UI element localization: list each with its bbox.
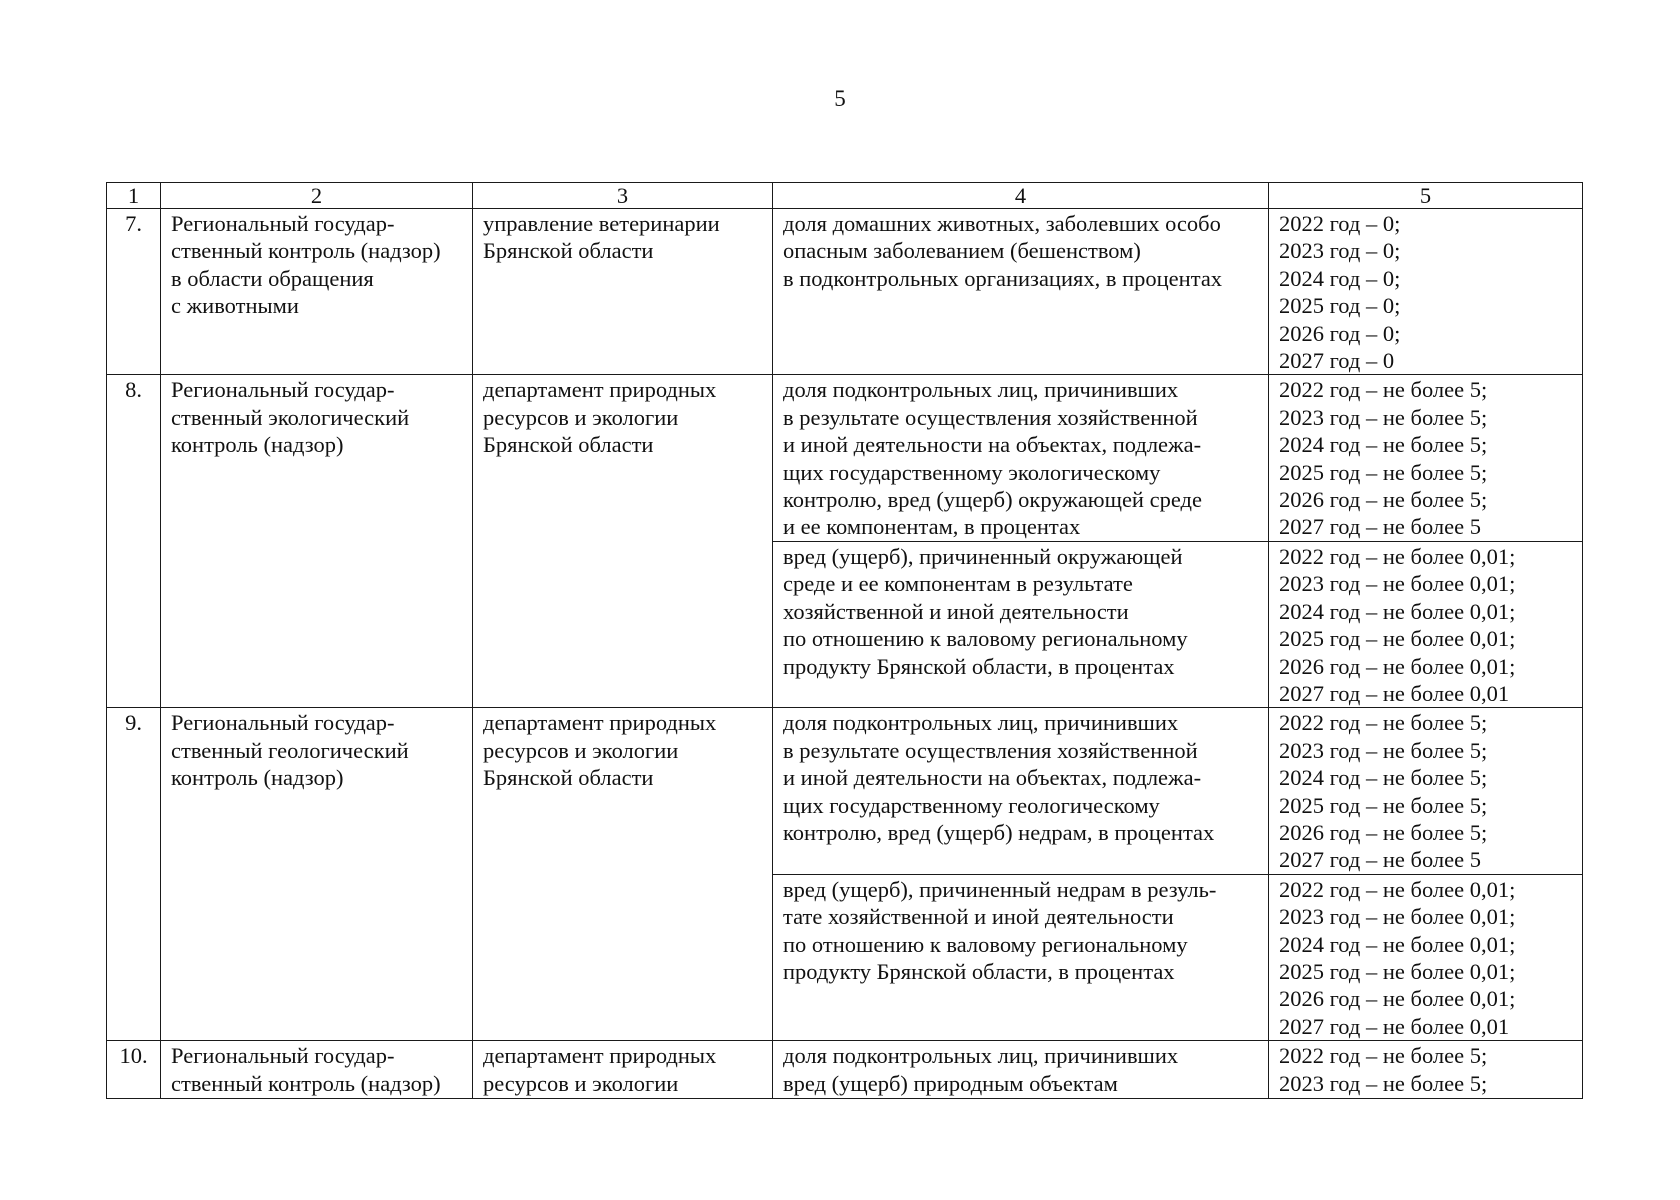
control-type: Региональный государ- ственный геологический контроль (надзор)	[161, 708, 473, 1041]
table-row	[107, 708, 1583, 874]
indicator-values: 2022 год – не более 5; 2023 год – не более 5; 2024 год – не более 5; 2025 год – не более 5; 2026 год – не более 5; 2027 год – не более 5	[1269, 708, 1583, 874]
indicator-values: 2022 год – не более 0,01; 2023 год – не более 0,01; 2024 год – не более 0,01; 2025 год – не более 0,01; 2026 год – не более 0,01; 2027 год – не более 0,01	[1269, 541, 1583, 707]
responsible-body: департамент природных ресурсов и экологии Брянской области	[473, 708, 773, 1041]
indicator-text: доля подконтрольных лиц, причинивших в результате осуществления хозяйственной и иной деятельности на объектах, подлежа- щих государственному геологическому контролю, вред (ущерб) недрам, в процентах	[773, 708, 1269, 874]
row-number: 10.	[107, 1041, 161, 1099]
row-number: 7.	[107, 209, 161, 375]
table-header-row	[107, 183, 1583, 209]
indicator-text: доля подконтрольных лиц, причинивших вред (ущерб) природным объектам	[773, 1041, 1269, 1099]
column-header-1: 1	[107, 183, 161, 209]
indicator-text: вред (ущерб), причиненный окружающей среде и ее компонентам в результате хозяйственной и иной деятельности по отношению к валовому региональному продукту Брянской области, в процентах	[773, 541, 1269, 707]
responsible-body: управление ветеринарии Брянской области	[473, 209, 773, 375]
column-header-3: 3	[473, 183, 773, 209]
row-number: 8.	[107, 375, 161, 708]
indicator-text: доля подконтрольных лиц, причинивших в результате осуществления хозяйственной и иной деятельности на объектах, подлежа- щих государственному экологическому контролю, вред (ущерб) окружающей среде и ее компонентам, в процентах	[773, 375, 1269, 541]
indicator-text: вред (ущерб), причиненный недрам в резуль- тате хозяйственной и иной деятельности по отношению к валовому региональному продукту Брянской области, в процентах	[773, 874, 1269, 1040]
indicators-table	[106, 182, 1583, 1099]
table-row	[107, 209, 1583, 375]
table-row	[107, 375, 1583, 541]
column-header-4: 4	[773, 183, 1269, 209]
row-number: 9.	[107, 708, 161, 1041]
column-header-5: 5	[1269, 183, 1583, 209]
control-type: Региональный государ- ственный экологический контроль (надзор)	[161, 375, 473, 708]
indicator-values: 2022 год – не более 0,01; 2023 год – не более 0,01; 2024 год – не более 0,01; 2025 год – не более 0,01; 2026 год – не более 0,01; 2027 год – не более 0,01	[1269, 874, 1583, 1040]
responsible-body: департамент природных ресурсов и экологии	[473, 1041, 773, 1099]
column-header-2: 2	[161, 183, 473, 209]
indicator-values: 2022 год – не более 5; 2023 год – не более 5; 2024 год – не более 5; 2025 год – не более 5; 2026 год – не более 5; 2027 год – не более 5	[1269, 375, 1583, 541]
indicator-text: доля домашних животных, заболевших особо опасным заболеванием (бешенством) в подконтрольных организациях, в процентах	[773, 209, 1269, 375]
indicator-values: 2022 год – 0; 2023 год – 0; 2024 год – 0; 2025 год – 0; 2026 год – 0; 2027 год – 0	[1269, 209, 1583, 375]
indicator-values: 2022 год – не более 5; 2023 год – не более 5;	[1269, 1041, 1583, 1099]
control-type: Региональный государ- ственный контроль (надзор)	[161, 1041, 473, 1099]
table-row	[107, 1041, 1583, 1099]
control-type: Региональный государ- ственный контроль (надзор) в области обращения с животными	[161, 209, 473, 375]
page-number: 5	[834, 86, 846, 111]
responsible-body: департамент природных ресурсов и экологии Брянской области	[473, 375, 773, 708]
